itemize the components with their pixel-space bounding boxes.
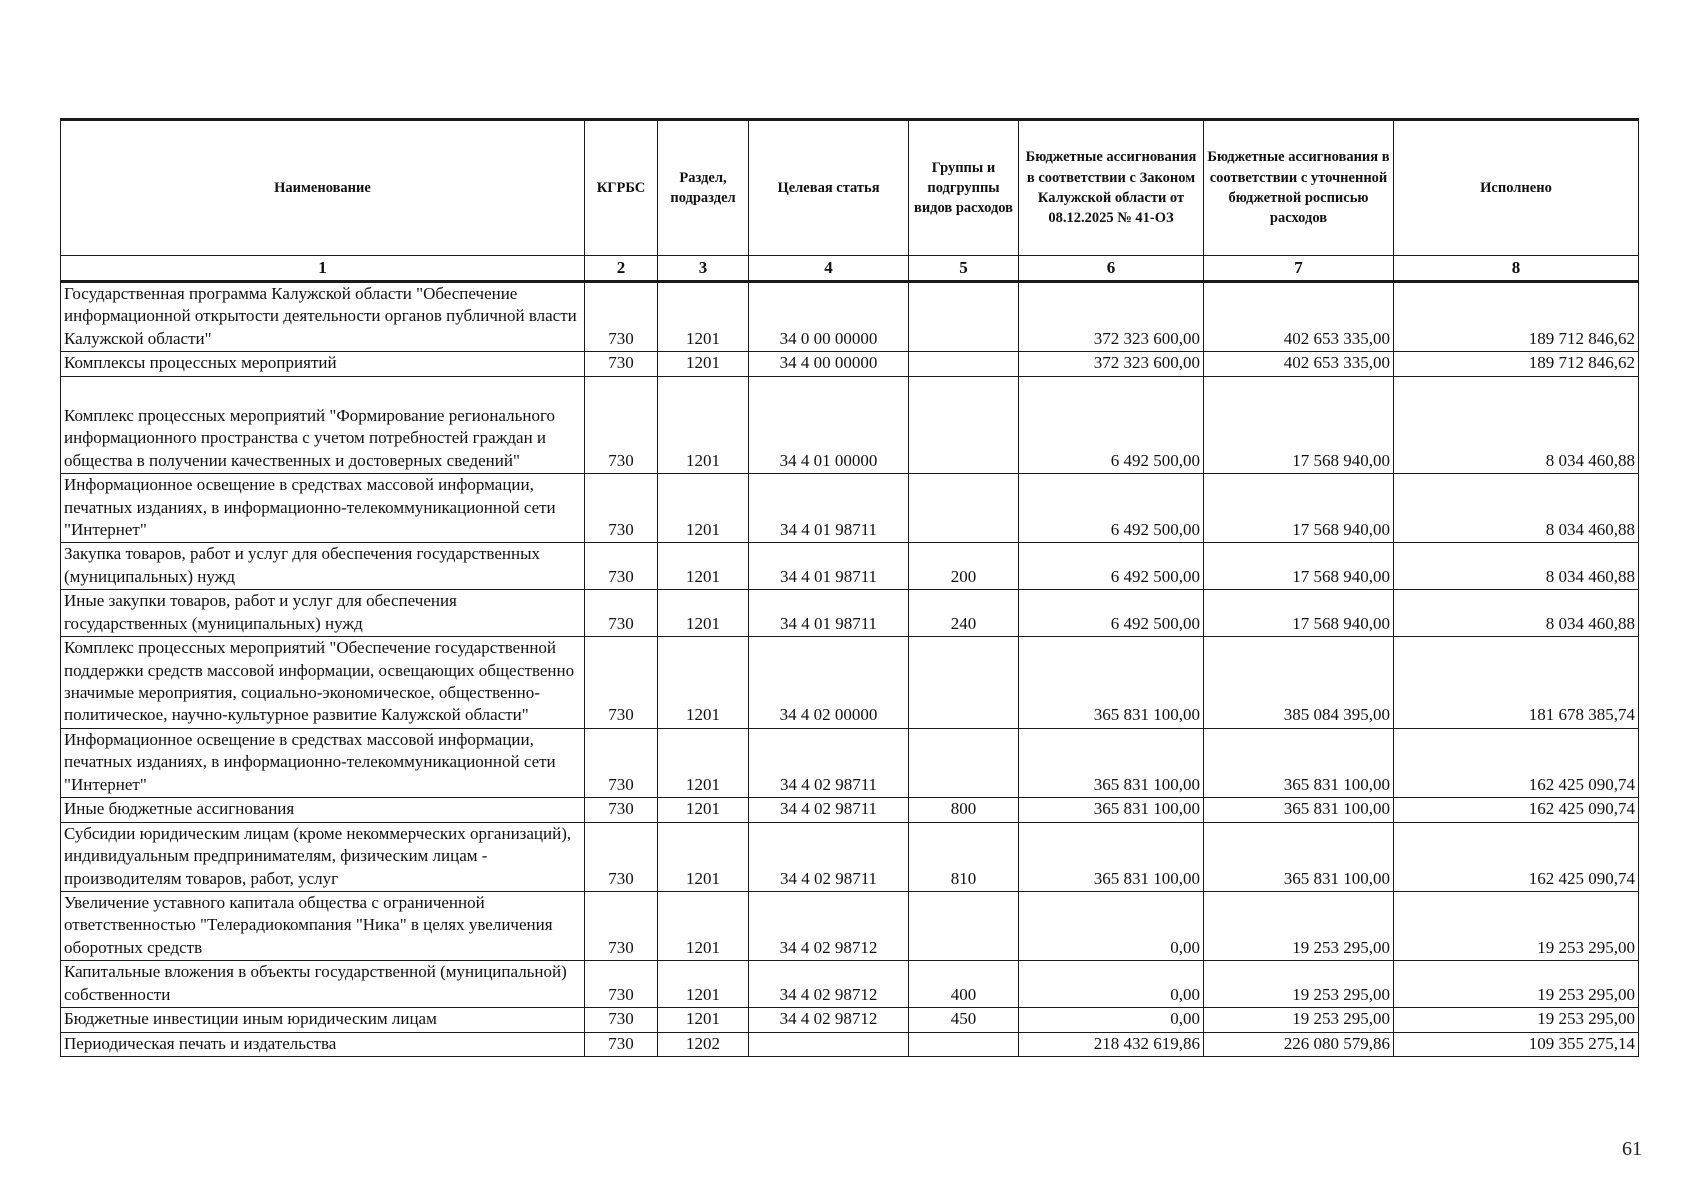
cell-target-article: 34 4 02 98712 xyxy=(749,961,909,1008)
cell-section: 1201 xyxy=(658,352,749,376)
cell-target-article: 34 4 02 98711 xyxy=(749,822,909,891)
cell-executed: 162 425 090,74 xyxy=(1394,822,1639,891)
cell-executed: 8 034 460,88 xyxy=(1394,590,1639,637)
cell-section: 1201 xyxy=(658,376,749,473)
cell-refined-allocation: 385 084 395,00 xyxy=(1204,637,1394,729)
header-row xyxy=(61,120,1639,256)
cell-refined-allocation: 19 253 295,00 xyxy=(1204,891,1394,960)
cell-expense-group xyxy=(909,728,1019,797)
cell-kgrbs: 730 xyxy=(585,728,658,797)
column-number: 5 xyxy=(909,256,1019,282)
cell-name: Иные бюджетные ассигнования xyxy=(61,798,585,822)
column-number: 2 xyxy=(585,256,658,282)
header-section: Раздел, подраздел xyxy=(658,120,749,256)
cell-target-article: 34 4 02 00000 xyxy=(749,637,909,729)
cell-kgrbs: 730 xyxy=(585,282,658,352)
cell-executed: 162 425 090,74 xyxy=(1394,798,1639,822)
cell-section: 1202 xyxy=(658,1032,749,1056)
cell-name: Комплексы процессных мероприятий xyxy=(61,352,585,376)
cell-executed: 8 034 460,88 xyxy=(1394,474,1639,543)
cell-refined-allocation: 226 080 579,86 xyxy=(1204,1032,1394,1056)
cell-expense-group: 400 xyxy=(909,961,1019,1008)
cell-law-allocation: 6 492 500,00 xyxy=(1019,543,1204,590)
cell-refined-allocation: 365 831 100,00 xyxy=(1204,728,1394,797)
header-target-article: Целевая статья xyxy=(749,120,909,256)
cell-expense-group xyxy=(909,1032,1019,1056)
cell-kgrbs: 730 xyxy=(585,590,658,637)
cell-refined-allocation: 365 831 100,00 xyxy=(1204,798,1394,822)
cell-kgrbs: 730 xyxy=(585,798,658,822)
cell-target-article: 34 4 02 98711 xyxy=(749,798,909,822)
cell-law-allocation: 0,00 xyxy=(1019,891,1204,960)
cell-refined-allocation: 17 568 940,00 xyxy=(1204,376,1394,473)
cell-law-allocation: 372 323 600,00 xyxy=(1019,282,1204,352)
cell-kgrbs: 730 xyxy=(585,474,658,543)
cell-name: Увеличение уставного капитала общества с ограниченной ответственностью "Телерадиокомпания "Ника" в целях увеличения оборотных средств xyxy=(61,891,585,960)
cell-law-allocation: 365 831 100,00 xyxy=(1019,798,1204,822)
cell-refined-allocation: 402 653 335,00 xyxy=(1204,352,1394,376)
cell-law-allocation: 0,00 xyxy=(1019,1008,1204,1032)
table-row xyxy=(61,891,1639,960)
header-law-allocations: Бюджетные ассигнования в соответствии с Законом Калужской области от 08.12.2025 № 41-ОЗ xyxy=(1019,120,1204,256)
cell-name: Капитальные вложения в объекты государственной (муниципальной) собственности xyxy=(61,961,585,1008)
cell-target-article: 34 4 00 00000 xyxy=(749,352,909,376)
header-expense-group: Группы и подгруппы видов расходов xyxy=(909,120,1019,256)
header-refined-allocations: Бюджетные ассигнования в соответствии с уточненной бюджетной росписью расходов xyxy=(1204,120,1394,256)
cell-target-article: 34 4 01 98711 xyxy=(749,543,909,590)
cell-expense-group xyxy=(909,637,1019,729)
cell-target-article: 34 4 01 98711 xyxy=(749,590,909,637)
cell-name: Закупка товаров, работ и услуг для обеспечения государственных (муниципальных) нужд xyxy=(61,543,585,590)
table-row xyxy=(61,798,1639,822)
cell-refined-allocation: 17 568 940,00 xyxy=(1204,590,1394,637)
cell-executed: 109 355 275,14 xyxy=(1394,1032,1639,1056)
cell-section: 1201 xyxy=(658,891,749,960)
cell-expense-group: 810 xyxy=(909,822,1019,891)
column-number-row xyxy=(61,256,1639,282)
cell-name: Информационное освещение в средствах массовой информации, печатных изданиях, в информационно-телекоммуникационной сети "Интернет" xyxy=(61,474,585,543)
cell-expense-group xyxy=(909,474,1019,543)
cell-section: 1201 xyxy=(658,282,749,352)
cell-kgrbs: 730 xyxy=(585,352,658,376)
cell-target-article xyxy=(749,1032,909,1056)
table-body xyxy=(61,282,1639,1057)
column-number: 4 xyxy=(749,256,909,282)
cell-section: 1201 xyxy=(658,798,749,822)
cell-kgrbs: 730 xyxy=(585,961,658,1008)
cell-law-allocation: 6 492 500,00 xyxy=(1019,376,1204,473)
table-row xyxy=(61,822,1639,891)
cell-expense-group xyxy=(909,352,1019,376)
cell-name: Субсидии юридическим лицам (кроме некоммерческих организаций), индивидуальным предпринимателям, физическим лицам - производителям товаров, работ, услуг xyxy=(61,822,585,891)
cell-section: 1201 xyxy=(658,728,749,797)
column-number: 1 xyxy=(61,256,585,282)
cell-executed: 181 678 385,74 xyxy=(1394,637,1639,729)
cell-section: 1201 xyxy=(658,590,749,637)
header-kgrbs: КГРБС xyxy=(585,120,658,256)
cell-law-allocation: 218 432 619,86 xyxy=(1019,1032,1204,1056)
cell-name: Периодическая печать и издательства xyxy=(61,1032,585,1056)
page-number: 61 xyxy=(1622,1138,1642,1160)
cell-target-article: 34 4 01 00000 xyxy=(749,376,909,473)
cell-executed: 8 034 460,88 xyxy=(1394,543,1639,590)
cell-target-article: 34 0 00 00000 xyxy=(749,282,909,352)
cell-law-allocation: 365 831 100,00 xyxy=(1019,728,1204,797)
cell-target-article: 34 4 02 98712 xyxy=(749,1008,909,1032)
cell-kgrbs: 730 xyxy=(585,376,658,473)
cell-section: 1201 xyxy=(658,822,749,891)
table-row xyxy=(61,282,1639,352)
header-name: Наименование xyxy=(61,120,585,256)
cell-law-allocation: 365 831 100,00 xyxy=(1019,822,1204,891)
cell-refined-allocation: 17 568 940,00 xyxy=(1204,474,1394,543)
cell-expense-group xyxy=(909,282,1019,352)
cell-law-allocation: 6 492 500,00 xyxy=(1019,474,1204,543)
cell-section: 1201 xyxy=(658,543,749,590)
budget-table xyxy=(60,118,1639,1057)
cell-executed: 189 712 846,62 xyxy=(1394,352,1639,376)
column-number: 3 xyxy=(658,256,749,282)
cell-section: 1201 xyxy=(658,637,749,729)
cell-name: Комплекс процессных мероприятий "Формирование регионального информационного пространства с учетом потребностей граждан и общества в получении качественных и достоверных сведений" xyxy=(61,376,585,473)
cell-law-allocation: 365 831 100,00 xyxy=(1019,637,1204,729)
cell-expense-group: 240 xyxy=(909,590,1019,637)
cell-refined-allocation: 19 253 295,00 xyxy=(1204,1008,1394,1032)
header-executed: Исполнено xyxy=(1394,120,1639,256)
cell-kgrbs: 730 xyxy=(585,1008,658,1032)
table-row xyxy=(61,728,1639,797)
table-row xyxy=(61,961,1639,1008)
cell-expense-group xyxy=(909,891,1019,960)
cell-executed: 19 253 295,00 xyxy=(1394,961,1639,1008)
cell-kgrbs: 730 xyxy=(585,543,658,590)
cell-name: Бюджетные инвестиции иным юридическим лицам xyxy=(61,1008,585,1032)
cell-law-allocation: 0,00 xyxy=(1019,961,1204,1008)
cell-target-article: 34 4 02 98711 xyxy=(749,728,909,797)
table-row xyxy=(61,376,1639,473)
cell-executed: 162 425 090,74 xyxy=(1394,728,1639,797)
table-row xyxy=(61,1008,1639,1032)
cell-expense-group: 450 xyxy=(909,1008,1019,1032)
cell-target-article: 34 4 01 98711 xyxy=(749,474,909,543)
cell-expense-group: 800 xyxy=(909,798,1019,822)
cell-name: Иные закупки товаров, работ и услуг для обеспечения государственных (муниципальных) нужд xyxy=(61,590,585,637)
cell-name: Государственная программа Калужской области "Обеспечение информационной открытости деятельности органов публичной власти Калужской области" xyxy=(61,282,585,352)
cell-name: Комплекс процессных мероприятий "Обеспечение государственной поддержки средств массовой информации, освещающих общественно значимые мероприятия, социально-экономическое, общественно-политическое, научно-культурное развитие Калужской области" xyxy=(61,637,585,729)
cell-expense-group: 200 xyxy=(909,543,1019,590)
cell-section: 1201 xyxy=(658,961,749,1008)
cell-refined-allocation: 402 653 335,00 xyxy=(1204,282,1394,352)
column-number: 8 xyxy=(1394,256,1639,282)
table-row xyxy=(61,543,1639,590)
table-row xyxy=(61,590,1639,637)
table-row xyxy=(61,1032,1639,1056)
cell-section: 1201 xyxy=(658,1008,749,1032)
cell-law-allocation: 372 323 600,00 xyxy=(1019,352,1204,376)
cell-expense-group xyxy=(909,376,1019,473)
table-row xyxy=(61,637,1639,729)
cell-section: 1201 xyxy=(658,474,749,543)
cell-kgrbs: 730 xyxy=(585,822,658,891)
cell-executed: 189 712 846,62 xyxy=(1394,282,1639,352)
cell-law-allocation: 6 492 500,00 xyxy=(1019,590,1204,637)
cell-refined-allocation: 17 568 940,00 xyxy=(1204,543,1394,590)
column-number: 7 xyxy=(1204,256,1394,282)
cell-kgrbs: 730 xyxy=(585,637,658,729)
cell-kgrbs: 730 xyxy=(585,1032,658,1056)
cell-name: Информационное освещение в средствах массовой информации, печатных изданиях, в информационно-телекоммуникационной сети "Интернет" xyxy=(61,728,585,797)
cell-refined-allocation: 365 831 100,00 xyxy=(1204,822,1394,891)
cell-refined-allocation: 19 253 295,00 xyxy=(1204,961,1394,1008)
table-row xyxy=(61,352,1639,376)
cell-executed: 8 034 460,88 xyxy=(1394,376,1639,473)
cell-kgrbs: 730 xyxy=(585,891,658,960)
cell-executed: 19 253 295,00 xyxy=(1394,891,1639,960)
cell-executed: 19 253 295,00 xyxy=(1394,1008,1639,1032)
column-number: 6 xyxy=(1019,256,1204,282)
cell-target-article: 34 4 02 98712 xyxy=(749,891,909,960)
table-row xyxy=(61,474,1639,543)
